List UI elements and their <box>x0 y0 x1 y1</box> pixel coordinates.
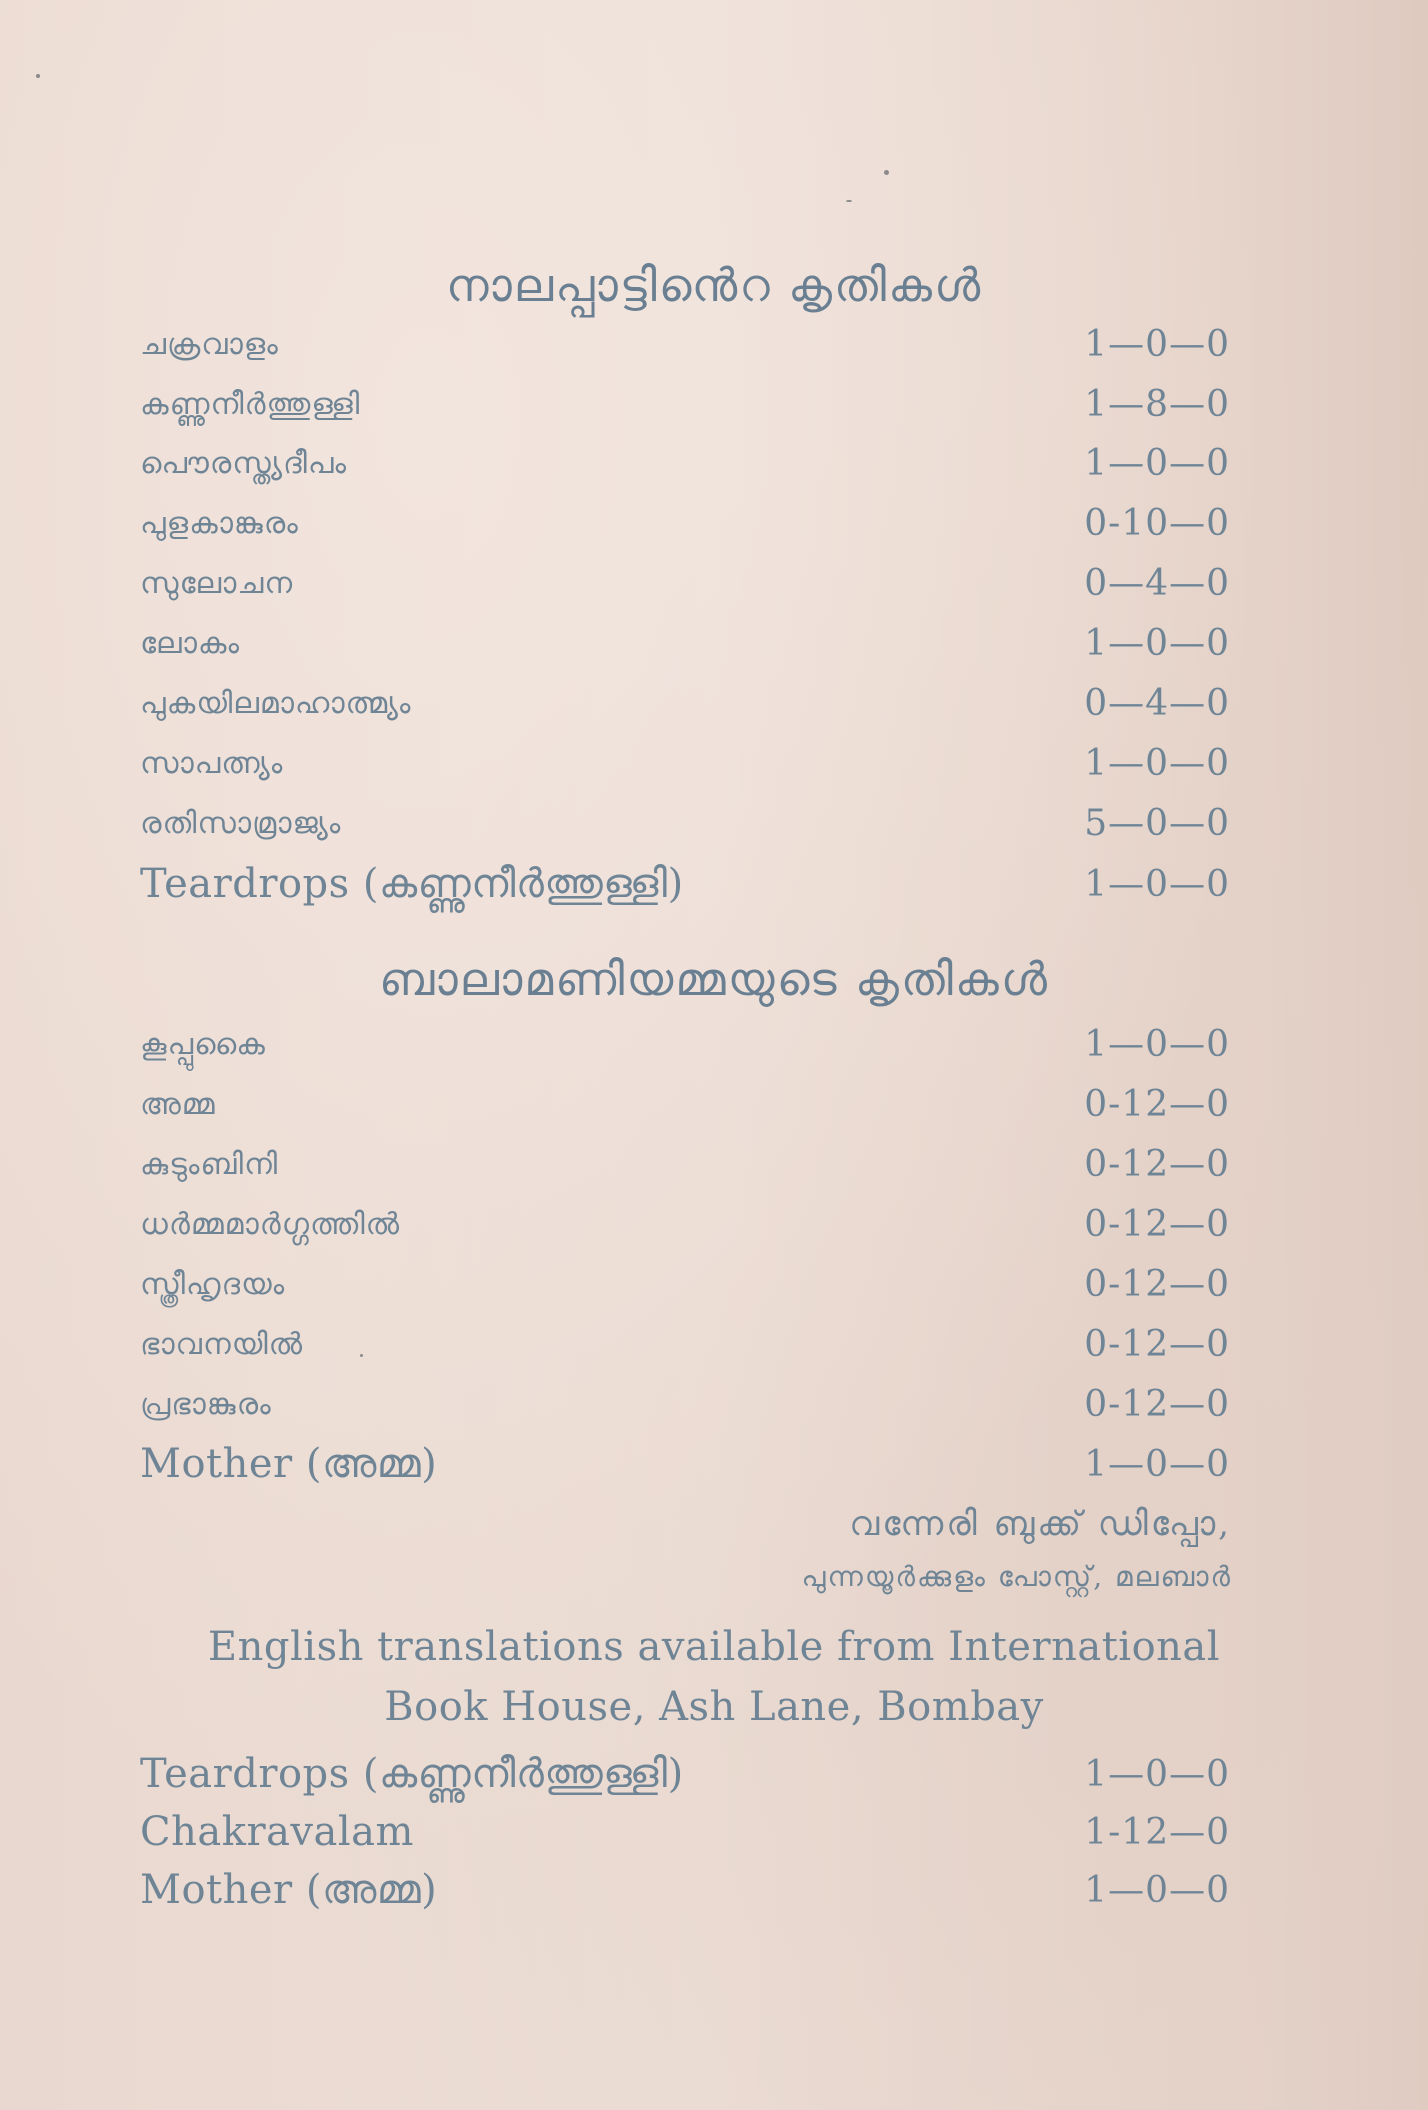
book-price: 0-12—0 <box>1084 1383 1230 1425</box>
book-title: കണ്ണുനീർത്തുള്ളി <box>140 386 361 422</box>
book-title: Teardrops (കണ്ണുനീർത്തുള്ളി) <box>140 1751 684 1797</box>
book-title: Mother (അമ്മ) <box>140 1867 438 1913</box>
book-price: 0-12—0 <box>1084 1143 1230 1185</box>
book-price: 0-10—0 <box>1084 502 1230 544</box>
book-title: ധർമ്മമാർഗ്ഗത്തിൽ <box>140 1206 401 1242</box>
list-item <box>140 1018 1230 1070</box>
list-item <box>140 1748 1230 1800</box>
book-price: 0-12—0 <box>1084 1203 1230 1245</box>
book-title: പൌരസ്ത്യദീപം <box>140 445 348 481</box>
book-title: Teardrops (കണ്ണുനീർത്തുള്ളി) <box>140 861 684 907</box>
list-item <box>140 1378 1230 1430</box>
book-title: ലോകം <box>140 625 241 661</box>
book-price: 1—0—0 <box>1084 742 1230 784</box>
ink-speck <box>36 74 40 78</box>
book-title: സുലോചന <box>140 565 294 601</box>
book-price: 1-12—0 <box>1084 1811 1230 1853</box>
book-title: രതിസാമ്രാജ്യം <box>140 805 342 841</box>
list-item <box>140 1258 1230 1310</box>
book-price: 1—0—0 <box>1084 442 1230 484</box>
list-item <box>140 677 1230 729</box>
list-item <box>140 1198 1230 1250</box>
book-price: 5—0—0 <box>1084 802 1230 844</box>
book-title: കുടുംബിനി <box>140 1146 279 1182</box>
publisher-address: പുന്നയൂർക്കുളം പോസ്റ്റ്, മലബാർ <box>801 1560 1232 1593</box>
ink-speck <box>884 170 889 175</box>
ink-speck <box>846 200 852 202</box>
list-item <box>140 1806 1230 1858</box>
book-price: 1—0—0 <box>1084 1023 1230 1065</box>
book-price: 1—0—0 <box>1084 622 1230 664</box>
book-price: 0-12—0 <box>1084 1263 1230 1305</box>
book-price: 1—8—0 <box>1084 383 1230 425</box>
book-price: 1—0—0 <box>1084 1443 1230 1485</box>
section1-heading: നാലപ്പാട്ടിൻെറ കൃതികൾ <box>445 258 983 312</box>
list-item <box>140 617 1230 669</box>
list-item <box>140 1318 1230 1370</box>
book-title: ചക്രവാളം <box>140 326 279 362</box>
book-title: അമ്മ <box>140 1086 216 1122</box>
book-price: 0-12—0 <box>1084 1323 1230 1365</box>
book-title: പുകയിലമാഹാത്മ്യം <box>140 685 412 721</box>
book-title: ഭാവനയിൽ <box>140 1326 304 1362</box>
list-item <box>140 858 1230 910</box>
book-price: 1—0—0 <box>1084 323 1230 365</box>
book-title: Chakravalam <box>140 1809 414 1855</box>
book-title: സ്ത്രീഹൃദയം <box>140 1266 286 1302</box>
list-item <box>140 1438 1230 1490</box>
book-price: 0—4—0 <box>1084 562 1230 604</box>
publisher-name: വന്നേരി ബുക്ക് ഡിപ്പോ, <box>849 1504 1232 1544</box>
translations-note-line2: Book House, Ash Lane, Bombay <box>384 1684 1044 1730</box>
book-price: 1—0—0 <box>1084 863 1230 905</box>
list-item <box>140 497 1230 549</box>
list-item <box>140 737 1230 789</box>
list-item <box>140 318 1230 370</box>
book-price: 0—4—0 <box>1084 682 1230 724</box>
list-item <box>140 797 1230 849</box>
book-price: 1—0—0 <box>1084 1753 1230 1795</box>
list-item <box>140 1078 1230 1130</box>
book-price: 1—0—0 <box>1084 1869 1230 1911</box>
book-title: സാപത്ന്യം <box>140 745 284 781</box>
book-title: പുളകാങ്കുരം <box>140 505 299 541</box>
list-item <box>140 1138 1230 1190</box>
section2-heading: ബാലാമണിയമ്മയുടെ കൃതികൾ <box>379 952 1049 1006</box>
book-title: കൂപ്പുകൈ <box>140 1026 266 1062</box>
translations-note-line1: English translations available from International <box>207 1624 1221 1670</box>
list-item <box>140 437 1230 489</box>
list-item <box>140 1864 1230 1916</box>
list-item <box>140 378 1230 430</box>
book-price: 0-12—0 <box>1084 1083 1230 1125</box>
book-title: Mother (അമ്മ) <box>140 1441 438 1487</box>
list-item <box>140 557 1230 609</box>
book-title: പ്രഭാങ്കുരം <box>140 1386 272 1422</box>
